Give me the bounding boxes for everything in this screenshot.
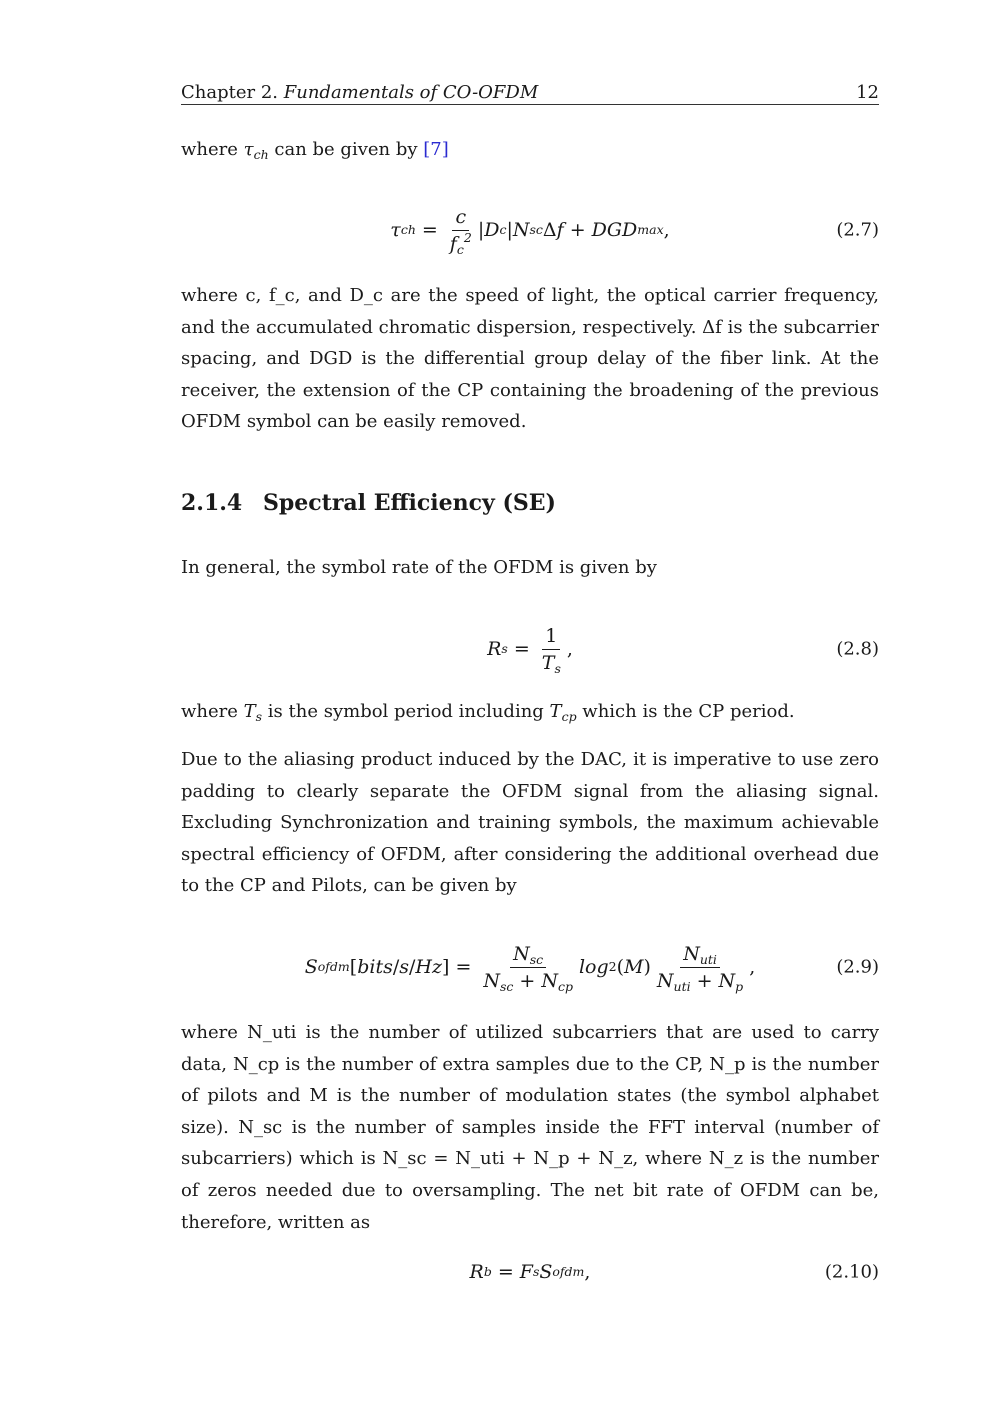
equation-number: (2.8): [836, 638, 879, 660]
equation-2-7-body: τ ch = $\frac{c}{f_c^2}$ | D c | N sc Δ f + DGD max ,: [390, 205, 670, 257]
equation-number: (2.7): [836, 219, 879, 241]
equation-2-8: [181, 617, 879, 681]
paragraph-symbol-rate: In general, the symbol rate of the OFDM is given by: [181, 557, 657, 578]
chapter-label: Chapter 2.: [181, 82, 279, 103]
equation-2-10-body: R b = F s S ofdm ,: [469, 1261, 591, 1283]
paragraph-tau-intro: where $\tau_{ch}$ can be given by [7]: [181, 139, 449, 162]
paragraph-dispersion: where c, f_c, and D_c are the speed of light, the optical carrier frequency, and the accumulated chromatic dispersion, respectively. Δf is the subcarrier spacing, and DGD is the differential group delay of the fiber link. At the receiver, the extension of the CP containing the broadening of the previous OFDM symbol can be easily removed.: [181, 285, 879, 433]
equation-2-8-body: R s = $\frac{1}{T_s}$ ,: [487, 624, 573, 676]
page-number: 12: [856, 82, 879, 103]
equation-2-9: [181, 935, 879, 999]
equation-2-10: [181, 1240, 879, 1304]
chapter-title: Fundamentals of CO-OFDM: [283, 82, 539, 103]
equation-2-7: [181, 198, 879, 262]
paragraph-nuti: where N_uti is the number of utilized subcarriers that are used to carry data, N_cp is the number of extra samples due to the CP, N_p is the number of pilots and M is the number of modulation states (the symbol alphabet size). N_sc is the number of samples inside the FFT interval (number of subcarriers) which is N_sc = N_uti + N_p + N_z, where N_z is the number of zeros needed due to oversampling. The net bit rate of OFDM can be, therefore, written as: [181, 1022, 879, 1233]
section-heading: [181, 490, 556, 516]
paragraph-aliasing: Due to the aliasing product induced by the DAC, it is imperative to use zero padding to clearly separate the OFDM signal from the aliasing signal. Excluding Synchronization and training symbols, the maximum achievable spectral efficiency of OFDM, after considering the additional overhead due to the CP and Pilots, can be given by: [181, 749, 879, 897]
equation-number: (2.10): [824, 1261, 879, 1283]
section-title: Spectral Efficiency (SE): [263, 490, 556, 516]
paragraph-ts: where $T_s$ is the symbol period including $T_{cp}$ which is the CP period.: [181, 701, 795, 724]
chapter-heading: [181, 82, 538, 103]
equation-number: (2.9): [836, 956, 879, 978]
citation-link[interactable]: [7]: [423, 139, 449, 160]
running-header: [181, 82, 879, 105]
section-number: 2.1.4: [181, 490, 243, 516]
equation-2-9-body: S ofdm [ bits / s / Hz ] = $\frac{N_{sc}}{N_{sc} + N_{cp}}$ log 2 ( M ) $\frac{N_{uti}}{N_{uti} + N_p}$ ,: [304, 942, 756, 994]
